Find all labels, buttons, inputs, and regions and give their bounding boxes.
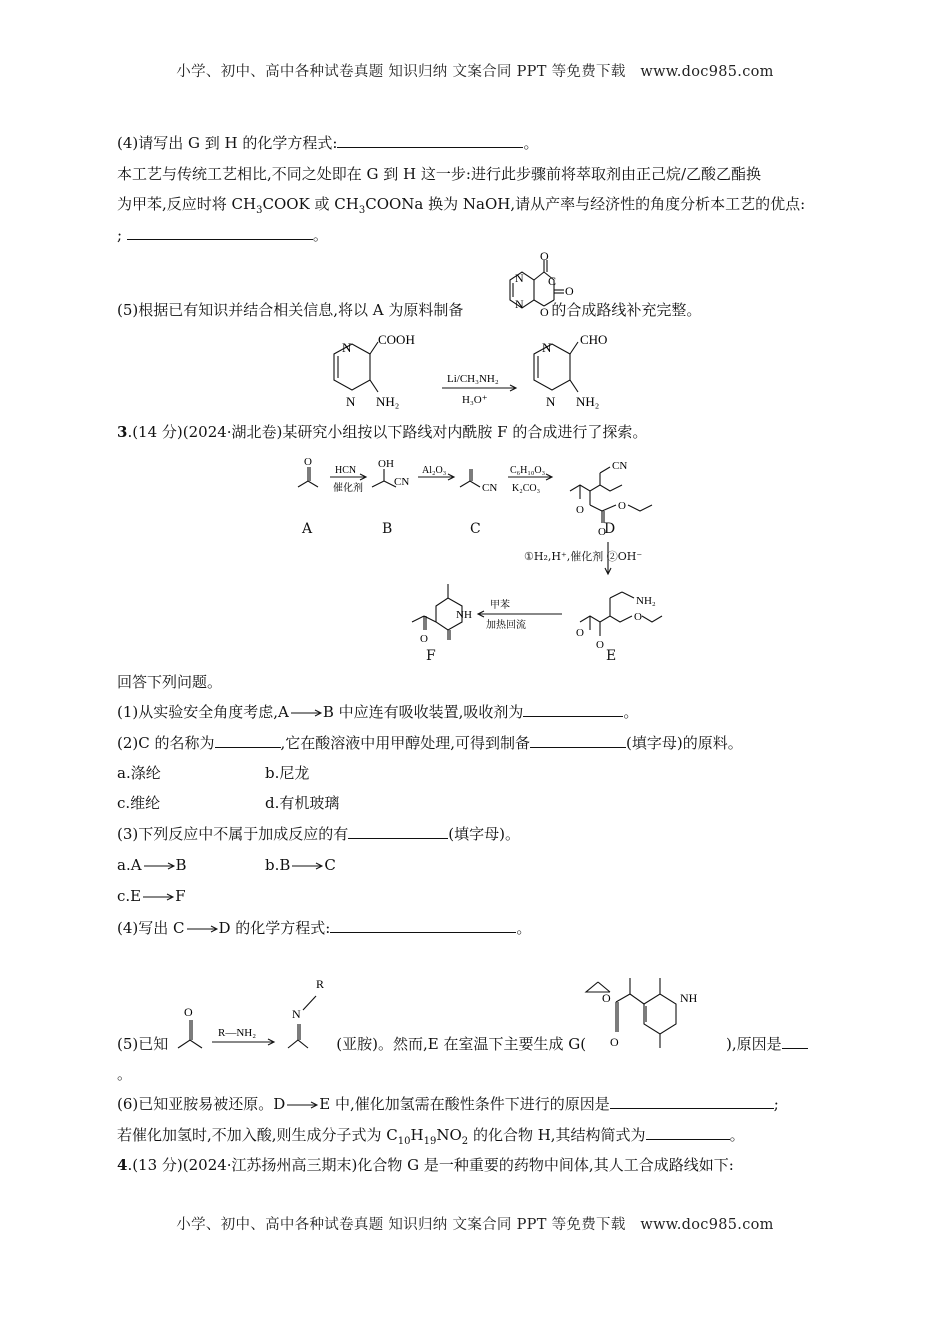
svg-text:H₃O⁺: H₃O⁺ — [462, 394, 488, 406]
svg-text:O: O — [540, 305, 549, 319]
label-d: D — [604, 521, 616, 537]
q4-title: 4.(13 分)(2024·江苏扬州高三期末)化合物 G 是一种重要的药物中间体,其人工合成路线如下: — [117, 1156, 734, 1174]
header-text: 小学、初中、高中各种试卷真题 知识归纳 文案合同 PPT 等免费下载 — [176, 64, 626, 80]
svg-text:Al₂O₃: Al₂O₃ — [422, 465, 447, 476]
answer-blank[interactable] — [127, 225, 313, 240]
q3-2-options-1: a.涤纶 b.尼龙 — [117, 764, 310, 782]
svg-text:O: O — [596, 639, 604, 651]
svg-text:C: C — [548, 274, 557, 288]
svg-text:N: N — [515, 271, 524, 285]
svg-text:CN: CN — [394, 476, 410, 488]
reagent-d-to-e: ①H₂,H⁺,催化剂 ②OH⁻ — [524, 550, 643, 563]
q3-4: (4)写出 C D 的化学方程式: 。 — [117, 919, 532, 937]
svg-text:O: O — [634, 611, 642, 623]
svg-text:加热回流: 加热回流 — [486, 620, 526, 631]
pyrazine-scheme — [320, 328, 640, 410]
svg-text:NH₂: NH₂ — [376, 394, 400, 409]
q2-4-line: (4)请写出 G 到 H 的化学方程式: 。 — [117, 134, 539, 152]
svg-text:O: O — [618, 500, 626, 512]
svg-text:R: R — [316, 977, 325, 991]
svg-text:O: O — [602, 991, 611, 1005]
q3-6: (6)已知亚胺易被还原。D E 中,催化加氢需在酸性条件下进行的原因是 ; — [117, 1095, 779, 1113]
q3-6-b: 若催化加氢时,不加入酸,则生成分子式为 $C_{10}H_{19}NO_2$ 的化合物 H,其结构简式为 。 — [117, 1126, 745, 1147]
svg-text:O: O — [304, 456, 312, 468]
svg-text:N: N — [292, 1007, 301, 1021]
footer-text: 小学、初中、高中各种试卷真题 知识归纳 文案合同 PPT 等免费下载 — [176, 1217, 626, 1233]
svg-text:N: N — [542, 340, 552, 355]
label-e: E — [606, 648, 617, 664]
svg-text:R—NH₂: R—NH₂ — [218, 1027, 257, 1039]
svg-text:O: O — [610, 1035, 619, 1049]
target-structure — [492, 250, 582, 322]
answer-blank[interactable] — [782, 1034, 808, 1049]
svg-text:HCN: HCN — [335, 465, 357, 476]
answer-blank[interactable] — [610, 1094, 774, 1109]
svg-text:CN: CN — [482, 482, 498, 494]
answer-blank[interactable] — [215, 733, 281, 748]
svg-text:O: O — [576, 627, 584, 639]
label-c: C — [470, 521, 481, 537]
label-f: F — [426, 648, 436, 664]
svg-text:O: O — [540, 250, 549, 263]
svg-text:NH₂: NH₂ — [576, 394, 600, 409]
answer-blank[interactable] — [348, 824, 448, 839]
page-footer — [0, 1213, 950, 1234]
svg-text:O: O — [576, 504, 584, 516]
label-b: B — [382, 521, 393, 537]
svg-text:O: O — [184, 1005, 193, 1019]
svg-text:NH: NH — [456, 609, 472, 621]
svg-text:N: N — [515, 297, 524, 311]
svg-text:催化剂: 催化剂 — [333, 483, 363, 494]
answer-blank[interactable] — [530, 733, 626, 748]
q3-3: (3)下列反应中不属于加成反应的有 (填字母)。 — [117, 825, 520, 843]
svg-text:NH: NH — [680, 991, 698, 1005]
answer-blank[interactable] — [337, 133, 523, 148]
synthesis-route-row2 — [390, 578, 690, 658]
answer-blank[interactable] — [330, 918, 516, 933]
svg-text:N: N — [342, 340, 352, 355]
q3-2-options-2: c.维纶 d.有机玻璃 — [117, 794, 340, 812]
svg-text:N: N — [546, 394, 556, 409]
q3-5: (5)已知 (亚胺)。然而,E 在室温下主要生成 G( ),原因是 — [117, 1034, 808, 1054]
q3-title: 3.(14 分)(2024·湖北卷)某研究小组按以下路线对内酰胺 F 的合成进行了探索。 — [117, 423, 648, 441]
svg-text:OH: OH — [378, 458, 394, 470]
answer-blank[interactable] — [523, 702, 623, 717]
q2-para2: 为甲苯,反应时将 $CH_3COOK$ 或 $CH_3COONa$ 换为 NaOH,请从产率与经济性的角度分析本工艺的优点: — [117, 195, 806, 216]
svg-text:K₂CO₃: K₂CO₃ — [512, 483, 541, 494]
svg-text:C₆H₁₀O₃: C₆H₁₀O₃ — [510, 465, 546, 476]
svg-text:CHO: CHO — [580, 332, 608, 347]
answer-blank[interactable] — [646, 1125, 730, 1140]
header-site: www.doc985.com — [640, 64, 774, 80]
svg-text:CN: CN — [612, 460, 628, 472]
svg-text:O: O — [598, 526, 606, 538]
footer-site: www.doc985.com — [640, 1217, 774, 1233]
q2-para1: 本工艺与传统工艺相比,不同之处即在 G 到 H 这一步:进行此步骤前将萃取剂由正己烷/乙酸乙酯换 — [117, 165, 762, 183]
svg-text:Li/CH₃NH₂: Li/CH₃NH₂ — [447, 373, 499, 385]
svg-text:甲苯: 甲苯 — [490, 600, 510, 611]
q3-intro: 回答下列问题。 — [117, 673, 223, 691]
q3-2: (2)C 的名称为 ,它在酸溶液中用甲醇处理,可得到制备 (填字母)的原料。 — [117, 734, 743, 752]
svg-text:NH₂: NH₂ — [636, 595, 656, 607]
q2-5-line: (5)根据已有知识并结合相关信息,将以 A 为原料制备 的合成路线补充完整。 — [117, 301, 702, 319]
q3-3-options-2: c.E F — [117, 887, 186, 905]
label-a: A — [302, 521, 313, 537]
svg-text:N: N — [346, 394, 356, 409]
svg-text:COOH: COOH — [378, 332, 415, 347]
svg-text:O: O — [565, 284, 574, 298]
q3-3-options-1: a.A B b.B C — [117, 856, 336, 874]
svg-text:O: O — [420, 633, 428, 645]
q3-5-end: 。 — [117, 1065, 133, 1083]
q3-1: (1)从实验安全角度考虑,A B 中应连有吸收装置,吸收剂为 。 — [117, 703, 639, 721]
q2-para3: ; 。 — [117, 226, 328, 244]
page-header — [0, 60, 950, 81]
